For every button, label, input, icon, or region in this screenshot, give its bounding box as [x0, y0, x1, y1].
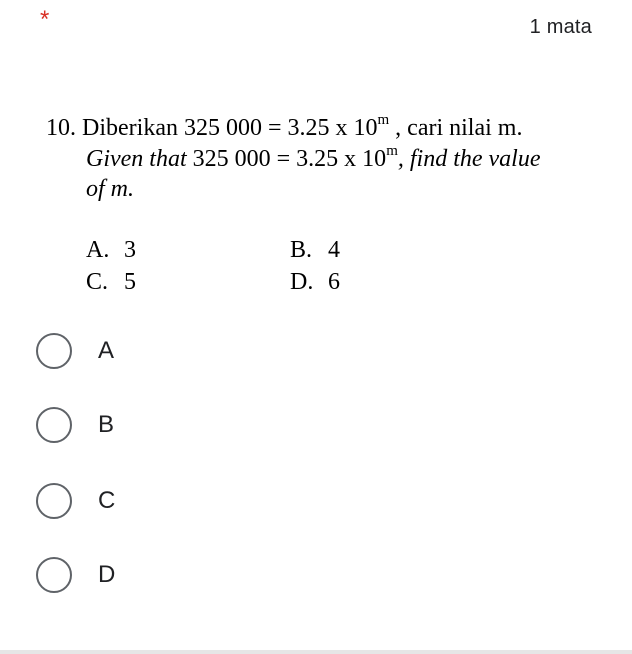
points-label: 1 mata	[529, 16, 592, 38]
choice-c[interactable]	[36, 481, 336, 521]
english-prefix: Given that	[86, 146, 187, 172]
radio-button-icon[interactable]	[36, 333, 72, 369]
choice-d[interactable]	[36, 555, 336, 595]
option-letter: D.	[290, 269, 314, 295]
english-exponent: m	[386, 143, 398, 159]
malay-equation: Diberikan 325 000 = 3.25 x 10	[82, 115, 378, 141]
option-c	[86, 270, 136, 294]
choice-label: B	[98, 411, 115, 438]
option-value: 6	[328, 269, 340, 295]
radio-button-icon[interactable]	[36, 557, 72, 593]
question-line-malay	[46, 112, 523, 141]
radio-button-icon[interactable]	[36, 483, 72, 519]
choice-a[interactable]	[36, 331, 336, 371]
choice-b[interactable]	[36, 405, 336, 445]
bottom-divider	[0, 650, 632, 654]
english-suffix: , find the value	[397, 146, 541, 172]
question-line-english-cont: of m.	[86, 176, 134, 202]
question-line-english	[86, 143, 541, 172]
english-equation: 325 000 = 3.25 x 10	[186, 146, 387, 172]
choice-label: C	[98, 487, 116, 514]
option-d	[290, 270, 340, 294]
option-letter: B.	[290, 237, 313, 263]
malay-exponent: m	[377, 112, 390, 128]
choice-label: D	[98, 561, 116, 588]
question-image	[40, 104, 600, 304]
option-value: 5	[124, 269, 136, 295]
option-b	[290, 238, 340, 262]
option-letter: A.	[86, 237, 110, 263]
choice-label: A	[98, 337, 115, 364]
malay-suffix: , cari nilai m.	[389, 115, 523, 141]
question-number: 10.	[46, 115, 76, 141]
option-value: 3	[124, 237, 136, 263]
option-a	[86, 238, 136, 262]
option-value: 4	[328, 237, 340, 263]
radio-button-icon[interactable]	[36, 407, 72, 443]
required-asterisk: *	[40, 6, 50, 33]
option-letter: C.	[86, 269, 109, 295]
